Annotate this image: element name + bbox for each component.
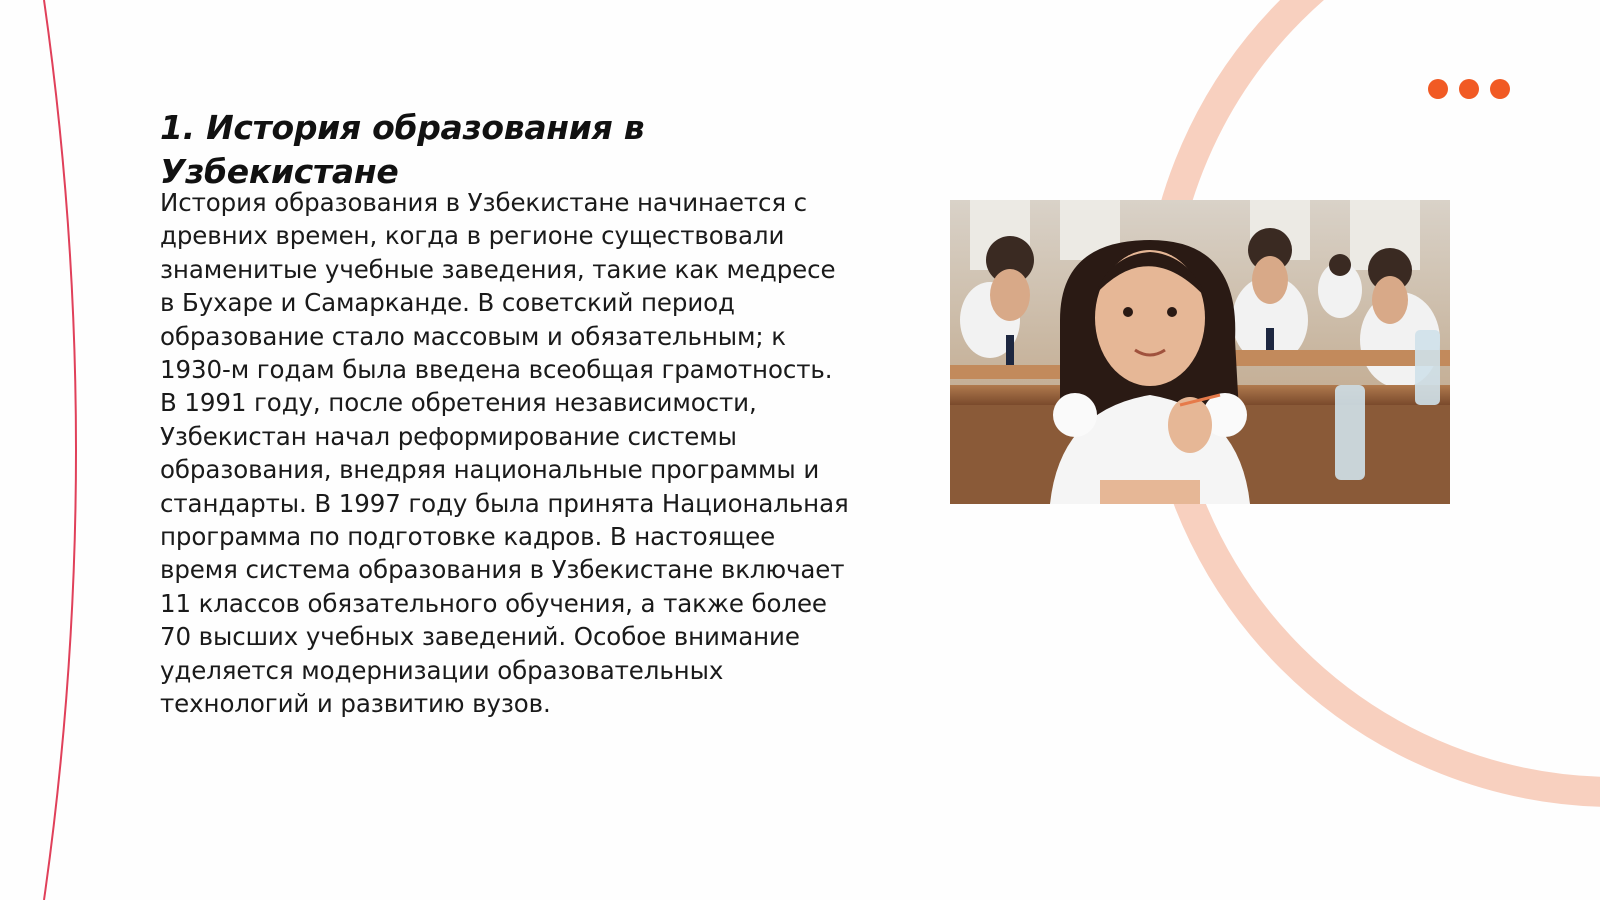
left-arc-line	[44, 0, 76, 900]
slide-title: 1. История образования в Узбекистане	[160, 108, 645, 191]
three-dots-icon	[1428, 79, 1510, 99]
classroom-photo	[950, 200, 1450, 504]
slide-body-text: История образования в Узбекистане начинается с древних времен, когда в регионе существовали знаменитые учебные заведения, такие как медресе в Бухаре и Самарканде. В советский период образование стало массовым и обязательным; к 1930-м годам была введена всеобщая грамотность. В 1991 году, после обретения независимости, Узбекистан начал реформирование системы образования, внедряя национальные программы и стандарты. В 1997 году была принята Национальная программа по подготовке кадров. В настоящее время система образования в Узбекистане включает 11 классов обязательного обучения, а также более 70 высших учебных заведений. Особое внимание уделяется модернизации образовательных технологий и развитию вузов.	[160, 188, 849, 719]
